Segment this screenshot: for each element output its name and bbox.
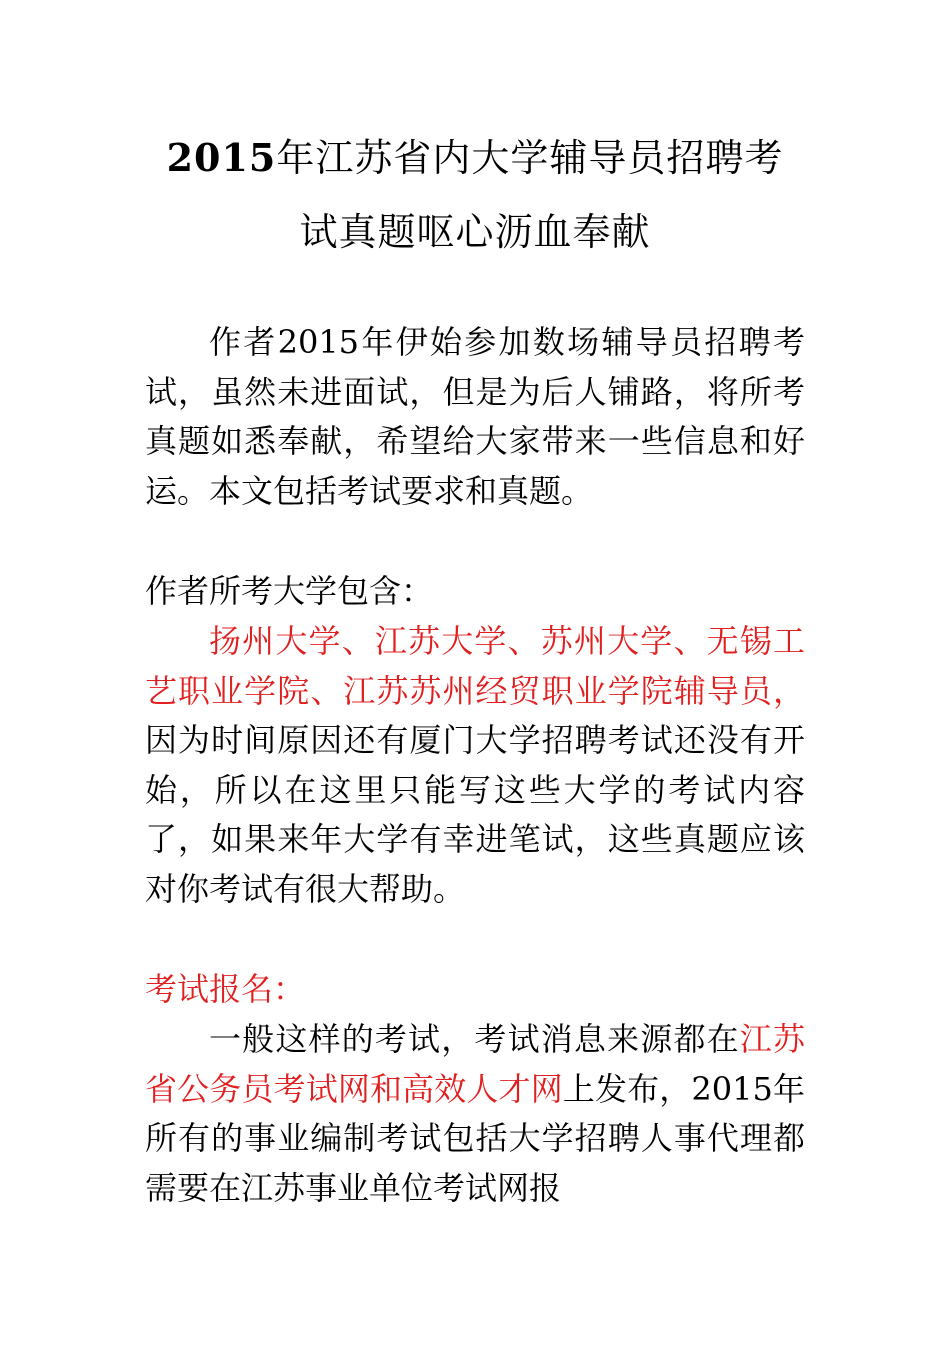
registration-paragraph xyxy=(145,1015,805,1213)
title-text: 年江苏省内大学辅导员招聘考 xyxy=(276,136,784,180)
document-title-line-1 xyxy=(120,128,830,188)
universities-paragraph xyxy=(145,617,805,915)
document-title-line-2: 试真题呕心沥血奉献 xyxy=(299,210,651,254)
registration-source-sites: 江苏省公务员考试网和高效人才网 xyxy=(145,1020,805,1108)
universities-note: 因为时间原因还有厦门大学招聘考试还没有开始，所以在这里只能写这些大学的考试内容了，如果来年大学有幸进笔试，这些真题应该对你考试有很大帮助。 xyxy=(145,721,805,908)
registration-text-1: 一般这样的考试，考试消息来源都在 xyxy=(209,1020,740,1058)
intro-paragraph: 作者2015年伊始参加数场辅导员招聘考试，虽然未进面试，但是为后人铺路，将所考真题如悉奉献，希望给大家带来一些信息和好运。本文包括考试要求和真题。 xyxy=(145,323,805,510)
registration-text-2: 上发布，2015年所有的事业编制考试包括大学招聘人事代理都需要在江苏事业单位考试网报 xyxy=(145,1069,805,1207)
universities-label: 作者所考大学包含： xyxy=(145,572,434,610)
universities-list: 扬州大学、江苏大学、苏州大学、无锡工艺职业学院、江苏苏州经贸职业学院辅导员， xyxy=(145,622,805,710)
title-year: 2015 xyxy=(166,135,277,180)
registration-heading: 考试报名： xyxy=(145,970,306,1008)
